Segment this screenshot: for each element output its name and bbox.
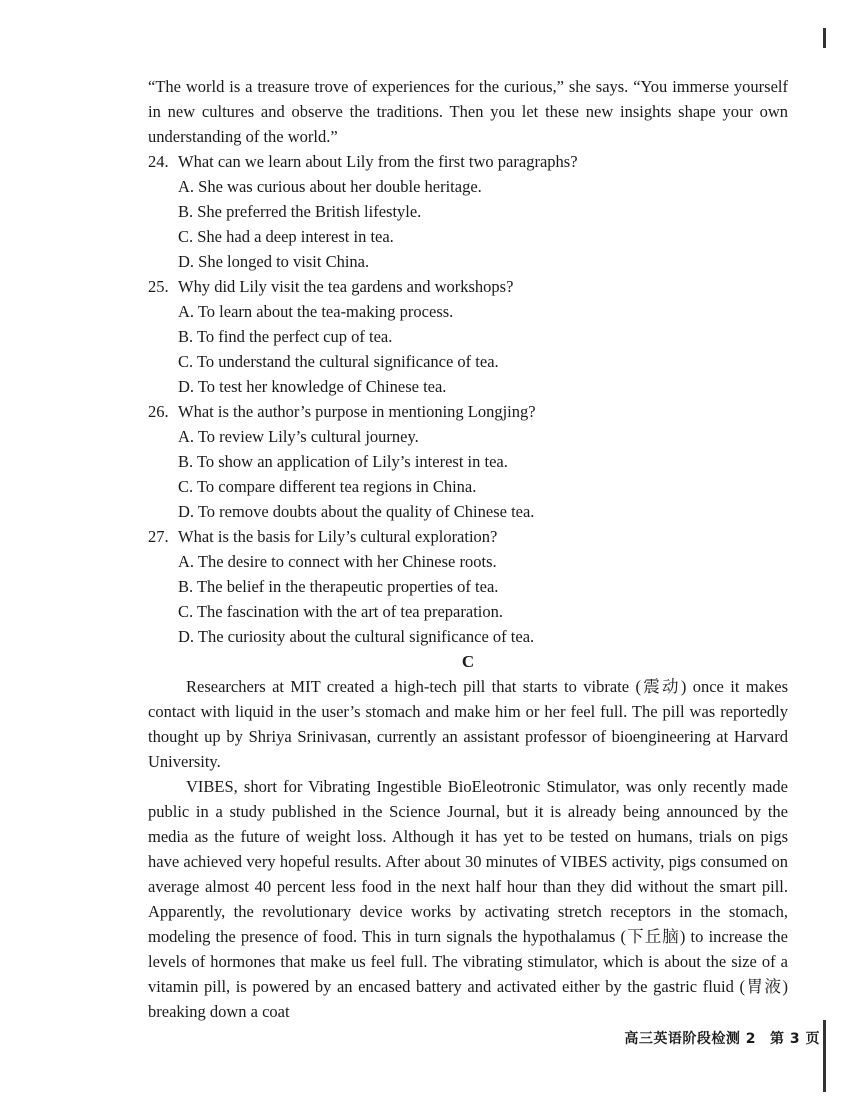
option-b: B. To show an application of Lily’s interest in tea. [178, 452, 508, 471]
option-b: B. She preferred the British lifestyle. [178, 202, 422, 221]
question-number: 27. [148, 527, 169, 546]
section-heading: C [461, 652, 475, 671]
option-d: D. The curiosity about the cultural significance of tea. [178, 627, 535, 646]
question-stem [148, 399, 788, 424]
question-text: What is the author’s purpose in mentioning Longjing? [178, 402, 536, 421]
passage-c-paragraph-1: Researchers at MIT created a high-tech pill that starts to vibrate (震动) once it makes contact with liquid in the user’s stomach and make him or her feel full. The pill was reportedly thought up by Shriya Srinivasan, currently an assistant professor of bioengineering at Harvard University. [148, 677, 788, 771]
option-b: B. The belief in the therapeutic properties of tea. [178, 577, 499, 596]
option-a: A. To learn about the tea-making process. [178, 302, 454, 321]
option-c: C. The fascination with the art of tea preparation. [178, 602, 503, 621]
option-a: A. The desire to connect with her Chinese roots. [178, 552, 497, 571]
page-footer [610, 1028, 820, 1048]
question-26 [148, 399, 788, 524]
option-c: C. To compare different tea regions in China. [178, 477, 477, 496]
question-text: What can we learn about Lily from the first two paragraphs? [178, 152, 578, 171]
option-a: A. To review Lily’s cultural journey. [178, 427, 419, 446]
option-a: A. She was curious about her double heritage. [178, 177, 482, 196]
scan-edge-mark-bottom [823, 1020, 826, 1092]
scan-edge-mark-top [823, 28, 826, 48]
option-d: D. She longed to visit China. [178, 252, 370, 271]
page-number: 第 3 页 [770, 1031, 820, 1047]
option-c: C. To understand the cultural significance of tea. [178, 352, 499, 371]
question-number: 25. [148, 277, 169, 296]
question-stem [148, 524, 788, 549]
option-c: C. She had a deep interest in tea. [178, 227, 394, 246]
question-25 [148, 274, 788, 399]
question-number: 24. [148, 152, 169, 171]
passage-b-closing-quote: “The world is a treasure trove of experiences for the curious,” she says. “You immerse yourself in new cultures and observe the traditions. Then you let these new insights shape your own understanding of the world.” [148, 77, 788, 146]
question-text: What is the basis for Lily’s cultural exploration? [178, 527, 498, 546]
question-stem [148, 149, 788, 174]
option-d: D. To test her knowledge of Chinese tea. [178, 377, 447, 396]
option-b: B. To find the perfect cup of tea. [178, 327, 393, 346]
question-stem [148, 274, 788, 299]
question-number: 26. [148, 402, 169, 421]
option-d: D. To remove doubts about the quality of Chinese tea. [178, 502, 535, 521]
question-text: Why did Lily visit the tea gardens and workshops? [178, 277, 514, 296]
passage-c-paragraph-2: VIBES, short for Vibrating Ingestible BioEleotronic Stimulator, was only recently made public in a study published in the Science Journal, but it is already being announced by the media as the future of weight loss. Although it has yet to be tested on humans, trials on pigs have achieved very hopeful results. After about 30 minutes of VIBES activity, pigs consumed on average almost 40 percent less food in the next half hour than they did without the smart pill. Apparently, the revolutionary device works by activating stretch receptors in the stomach, modeling the presence of food. This in turn signals the hypothalamus (下丘脑) to increase the levels of hormones that make us feel full. The vibrating stimulator, which is about the size of a vitamin pill, is powered by an encased battery and activated either by the gastric fluid (胃液) breaking down a coat [148, 777, 788, 1021]
reading-content [148, 74, 788, 1024]
exam-title: 高三英语阶段检测 2 [624, 1031, 756, 1047]
question-27 [148, 524, 788, 649]
question-24 [148, 149, 788, 274]
